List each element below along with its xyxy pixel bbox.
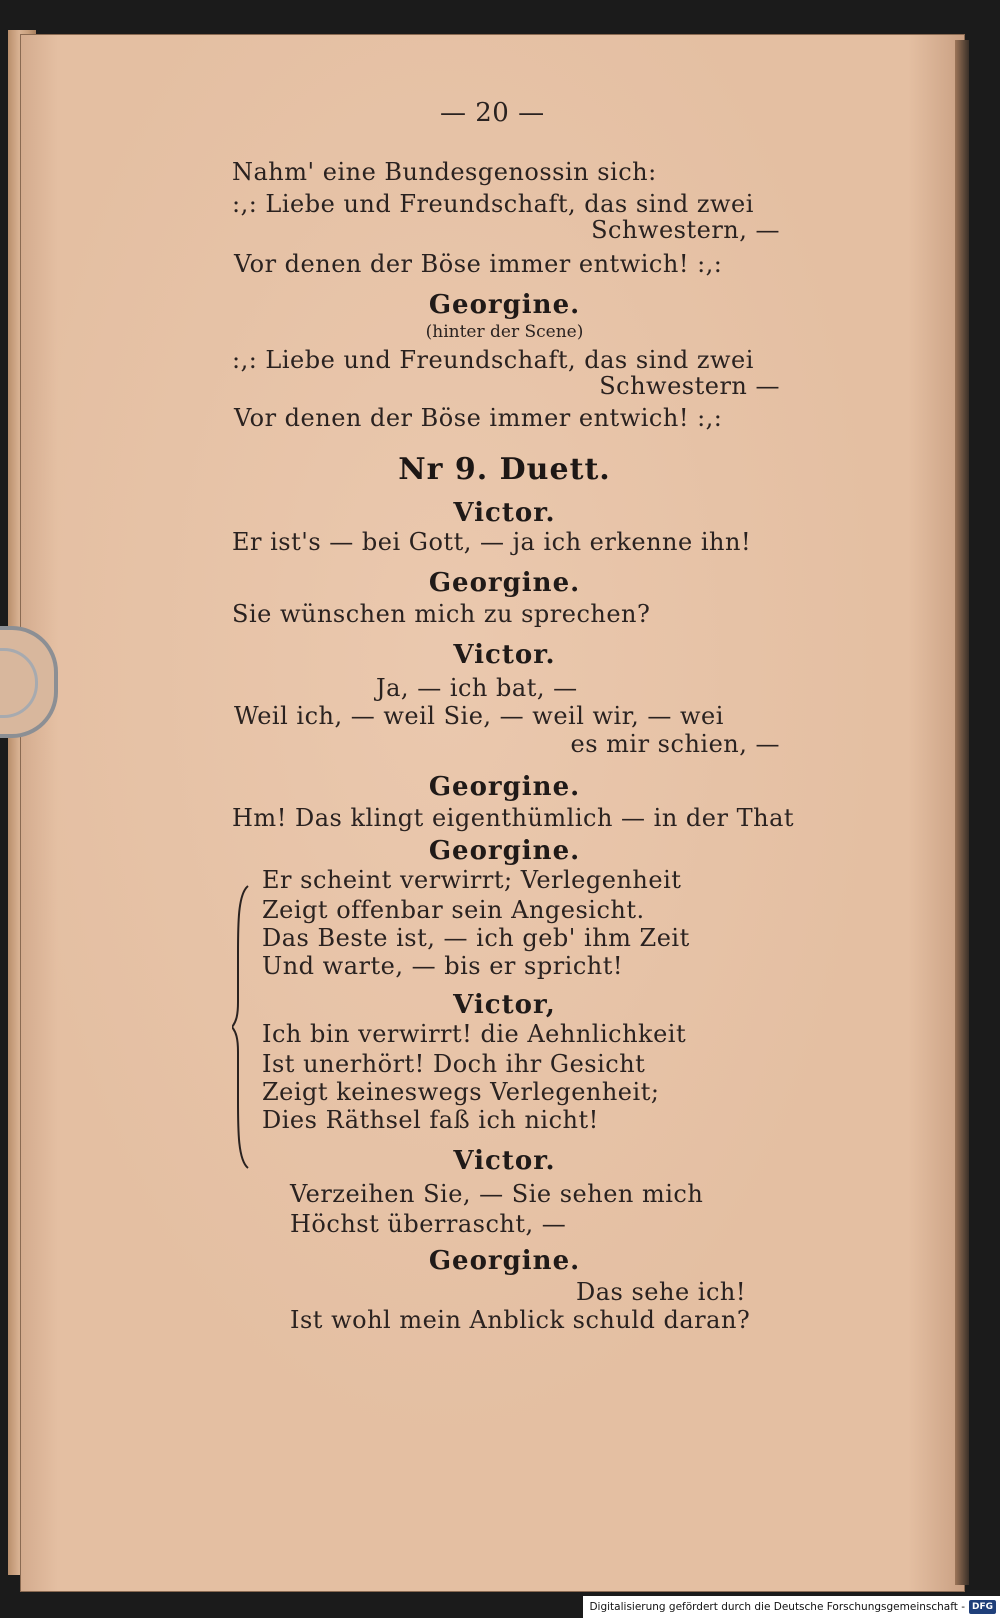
text-line-7: Vor denen der Böse immer entwich! :,: [234,404,723,432]
text-line-5: :,: Liebe und Freundschaft, das sind zwei [232,346,754,374]
text-line-3: Schwestern, — [591,216,780,244]
speaker-victor-4: Victor. [453,1146,556,1176]
speaker-georgine-1: Georgine. [428,290,581,320]
text-line-21: Dies Räthsel faß ich nicht! [262,1106,599,1134]
text-line-12: es mir schien, — [570,730,780,758]
text-line-9: Sie wünschen mich zu sprechen? [232,600,651,628]
dfg-logo: DFG [969,1600,996,1614]
text-line-18: Ich bin verwirrt! die Aehnlichkeit [262,1020,687,1048]
text-line-14: Er scheint verwirrt; Verlegenheit [262,866,682,894]
page-number: — 20 — [440,98,545,128]
text-line-19: Ist unerhört! Doch ihr Gesicht [262,1050,646,1078]
text-line-10: Ja, — ich bat, — [376,674,578,702]
funding-footer-text: Digitalisierung gefördert durch die Deutsche Forschungsgemeinschaft - [589,1601,965,1613]
text-line-16: Das Beste ist, — ich geb' ihm Zeit [262,924,690,952]
text-line-8: Er ist's — bei Gott, — ja ich erkenne ihn! [232,528,752,556]
text-line-24: Das sehe ich! [575,1278,746,1306]
text-line-2: :,: Liebe und Freundschaft, das sind zwei [232,190,754,218]
text-line-13: Hm! Das klingt eigenthümlich — in der That [232,804,795,832]
speaker-victor-1: Victor. [453,498,556,528]
text-line-1: Nahm' eine Bundesgenossin sich: [232,158,657,186]
speaker-georgine-5: Georgine. [428,1246,581,1276]
book-spine-edge [955,40,969,1585]
speaker-victor-3: Victor, [453,990,556,1020]
text-line-15: Zeigt offenbar sein Angesicht. [262,896,645,924]
text-line-11: Weil ich, — weil Sie, — weil wir, — wei [234,702,724,730]
text-line-20: Zeigt keineswegs Verlegenheit; [262,1078,660,1106]
speaker-georgine-3: Georgine. [428,772,581,802]
text-line-4: Vor denen der Böse immer entwich! :,: [234,250,723,278]
speaker-victor-2: Victor. [453,640,556,670]
speaker-georgine-4: Georgine. [428,836,581,866]
text-line-22: Verzeihen Sie, — Sie sehen mich [290,1180,704,1208]
text-line-17: Und warte, — bis er spricht! [262,952,624,980]
duet-brace [232,884,250,1170]
text-line-25: Ist wohl mein Anblick schuld daran? [290,1306,751,1334]
speaker-georgine-2: Georgine. [428,568,581,598]
funding-footer [583,1596,1000,1618]
number-heading: Nr 9. Duett. [398,452,611,487]
stage-direction: (hinter der Scene) [425,322,584,342]
text-line-6: Schwestern — [599,372,780,400]
text-line-23: Höchst überrascht, — [290,1210,567,1238]
